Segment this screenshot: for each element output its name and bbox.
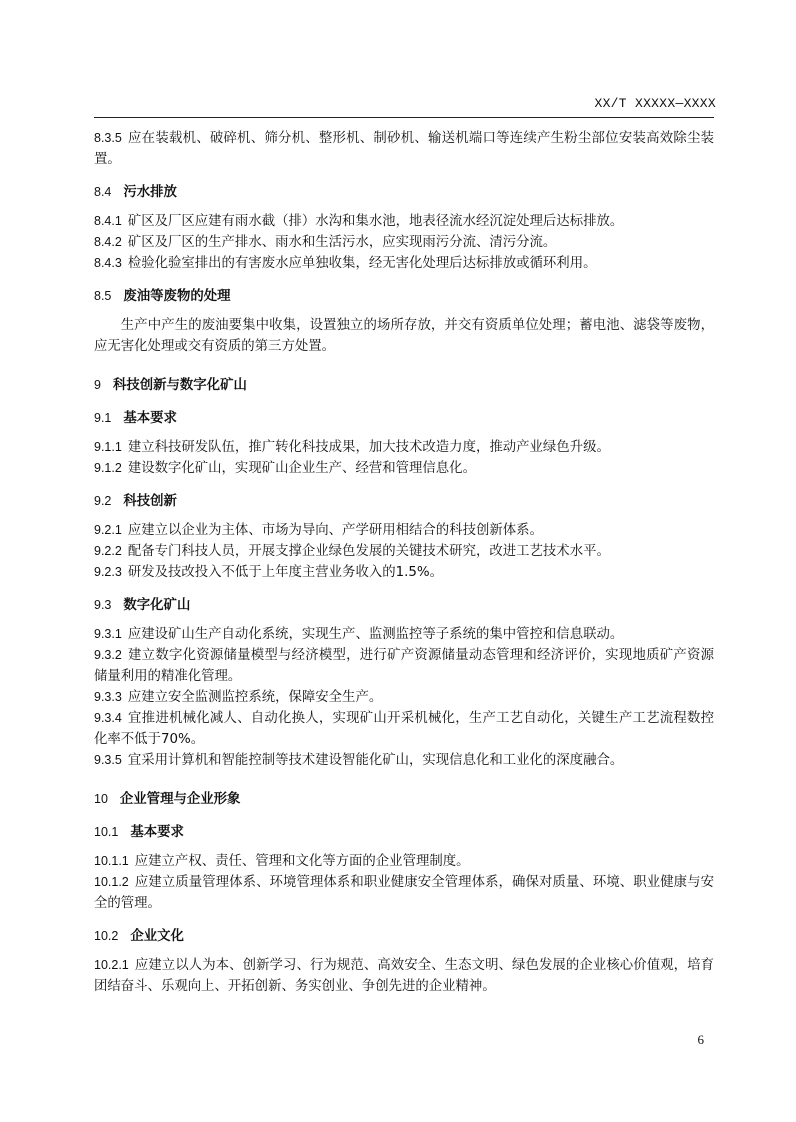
clause-text: 企业管理与企业形象 <box>119 792 241 807</box>
clause-number: 10.1.1 <box>94 854 129 868</box>
clause-item <box>94 211 714 232</box>
body-paragraph <box>94 315 714 357</box>
clause-text: 应建立以人为本、创新学习、行为规范、高效安全、生态文明、绿色发展的企业核心价值观，培育团结奋斗、乐观向上、开拓创新、务实创业、争创先进的企业精神。 <box>94 958 714 994</box>
clause-number: 9.3.3 <box>94 690 122 704</box>
document-body <box>94 128 714 997</box>
section-heading <box>94 595 714 616</box>
clause-number: 10.2 <box>94 929 119 943</box>
clause-item <box>94 253 714 274</box>
clause-number: 9.2 <box>94 494 112 508</box>
clause-number: 9.3.2 <box>94 648 122 662</box>
section-heading <box>94 491 714 512</box>
clause-text: 研发及技改投入不低于上年度主营业务收入的1.5%。 <box>127 565 444 580</box>
clause-text: 应建立质量管理体系、环境管理体系和职业健康安全管理体系，确保对质量、环境、职业健康与安全的管理。 <box>94 875 714 911</box>
clause-text: 矿区及厂区应建有雨水截（排）水沟和集水池，地表径流水经沉淀处理后达标排放。 <box>127 214 624 229</box>
clause-number: 8.4.1 <box>94 214 122 228</box>
clause-number: 10.2.1 <box>94 958 129 972</box>
clause-text: 企业文化 <box>130 929 184 944</box>
section-heading <box>94 408 714 429</box>
clause-item <box>94 687 714 708</box>
clause-item <box>94 232 714 253</box>
document-code: XX/T XXXXX—XXXX <box>594 96 716 111</box>
clause-text: 基本要求 <box>130 825 184 840</box>
header-divider <box>94 117 714 118</box>
clause-text: 矿区及厂区的生产排水、雨水和生活污水，应实现雨污分流、清污分流。 <box>127 235 557 250</box>
clause-item <box>94 624 714 645</box>
clause-number: 8.4.3 <box>94 256 122 270</box>
clause-text: 生产中产生的废油要集中收集，设置独立的场所存放，并交有资质单位处理；蓄电池、滤袋等废物，应无害化处理或交有资质的第三方处置。 <box>94 318 714 354</box>
clause-number: 9.1 <box>94 411 112 425</box>
clause-number: 8.4.2 <box>94 235 122 249</box>
clause-text: 应建设矿山生产自动化系统，实现生产、监测监控等子系统的集中管控和信息联动。 <box>127 627 624 642</box>
clause-text: 宜采用计算机和智能控制等技术建设智能化矿山，实现信息化和工业化的深度融合。 <box>127 753 624 768</box>
clause-number: 9.3.5 <box>94 753 122 767</box>
clause-item <box>94 645 714 687</box>
clause-number: 8.5 <box>94 289 112 303</box>
chapter-heading <box>94 789 714 810</box>
section-heading <box>94 286 714 307</box>
clause-item <box>94 872 714 914</box>
clause-number: 9.3.1 <box>94 627 122 641</box>
section-heading <box>94 182 714 203</box>
clause-item <box>94 955 714 997</box>
clause-item <box>94 708 714 750</box>
clause-text: 宜推进机械化减人、自动化换人，实现矿山开采机械化，生产工艺自动化，关键生产工艺流程数控化率不低于70%。 <box>94 711 714 747</box>
clause-text: 检验化验室排出的有害废水应单独收集，经无害化处理后达标排放或循环利用。 <box>127 256 597 271</box>
clause-item <box>94 458 714 479</box>
clause-item <box>94 520 714 541</box>
clause-text: 数字化矿山 <box>123 598 191 613</box>
section-heading <box>94 926 714 947</box>
clause-text: 应建立以企业为主体、市场为导向、产学研用相结合的科技创新体系。 <box>127 523 543 538</box>
clause-item <box>94 750 714 771</box>
clause-number: 9.2.2 <box>94 544 122 558</box>
clause-text: 污水排放 <box>123 185 177 200</box>
clause-number: 8.4 <box>94 185 112 199</box>
clause-text: 科技创新 <box>123 494 177 509</box>
section-heading <box>94 822 714 843</box>
clause-number: 9.1.1 <box>94 440 122 454</box>
clause-text: 建立科技研发队伍，推广转化科技成果，加大技术改造力度，推动产业绿色升级。 <box>127 440 610 455</box>
clause-number: 10 <box>94 792 108 806</box>
clause-number: 10.1.2 <box>94 875 129 889</box>
clause-item <box>94 562 714 583</box>
clause-item <box>94 437 714 458</box>
page-number: 6 <box>697 1032 704 1047</box>
clause-text: 配备专门科技人员，开展支撑企业绿色发展的关键技术研究，改进工艺技术水平。 <box>127 544 610 559</box>
clause-number: 9.2.1 <box>94 523 122 537</box>
clause-number: 9.1.2 <box>94 461 122 475</box>
clause-number: 9 <box>94 378 101 392</box>
clause-text: 应建立产权、责任、管理和文化等方面的企业管理制度。 <box>134 854 470 869</box>
clause-text: 科技创新与数字化矿山 <box>112 378 247 393</box>
clause-item <box>94 851 714 872</box>
clause-number: 9.3.4 <box>94 711 122 725</box>
clause-text: 建立数字化资源储量模型与经济模型，进行矿产资源储量动态管理和经济评价，实现地质矿产资源储量利用的精准化管理。 <box>94 648 714 684</box>
clause-number: 10.1 <box>94 825 119 839</box>
clause-text: 建设数字化矿山，实现矿山企业生产、经营和管理信息化。 <box>127 461 476 476</box>
clause-text: 应在装载机、破碎机、筛分机、整形机、制砂机、输送机端口等连续产生粉尘部位安装高效除尘装置。 <box>94 131 714 167</box>
clause-text: 应建立安全监测监控系统，保障安全生产。 <box>127 690 383 705</box>
clause-item <box>94 541 714 562</box>
clause-text: 基本要求 <box>123 411 177 426</box>
clause-number: 9.2.3 <box>94 565 122 579</box>
clause-number: 9.3 <box>94 598 112 612</box>
clause-number: 8.3.5 <box>94 131 122 145</box>
clause-text: 废油等废物的处理 <box>123 289 231 304</box>
clause-item <box>94 128 714 170</box>
chapter-heading <box>94 375 714 396</box>
